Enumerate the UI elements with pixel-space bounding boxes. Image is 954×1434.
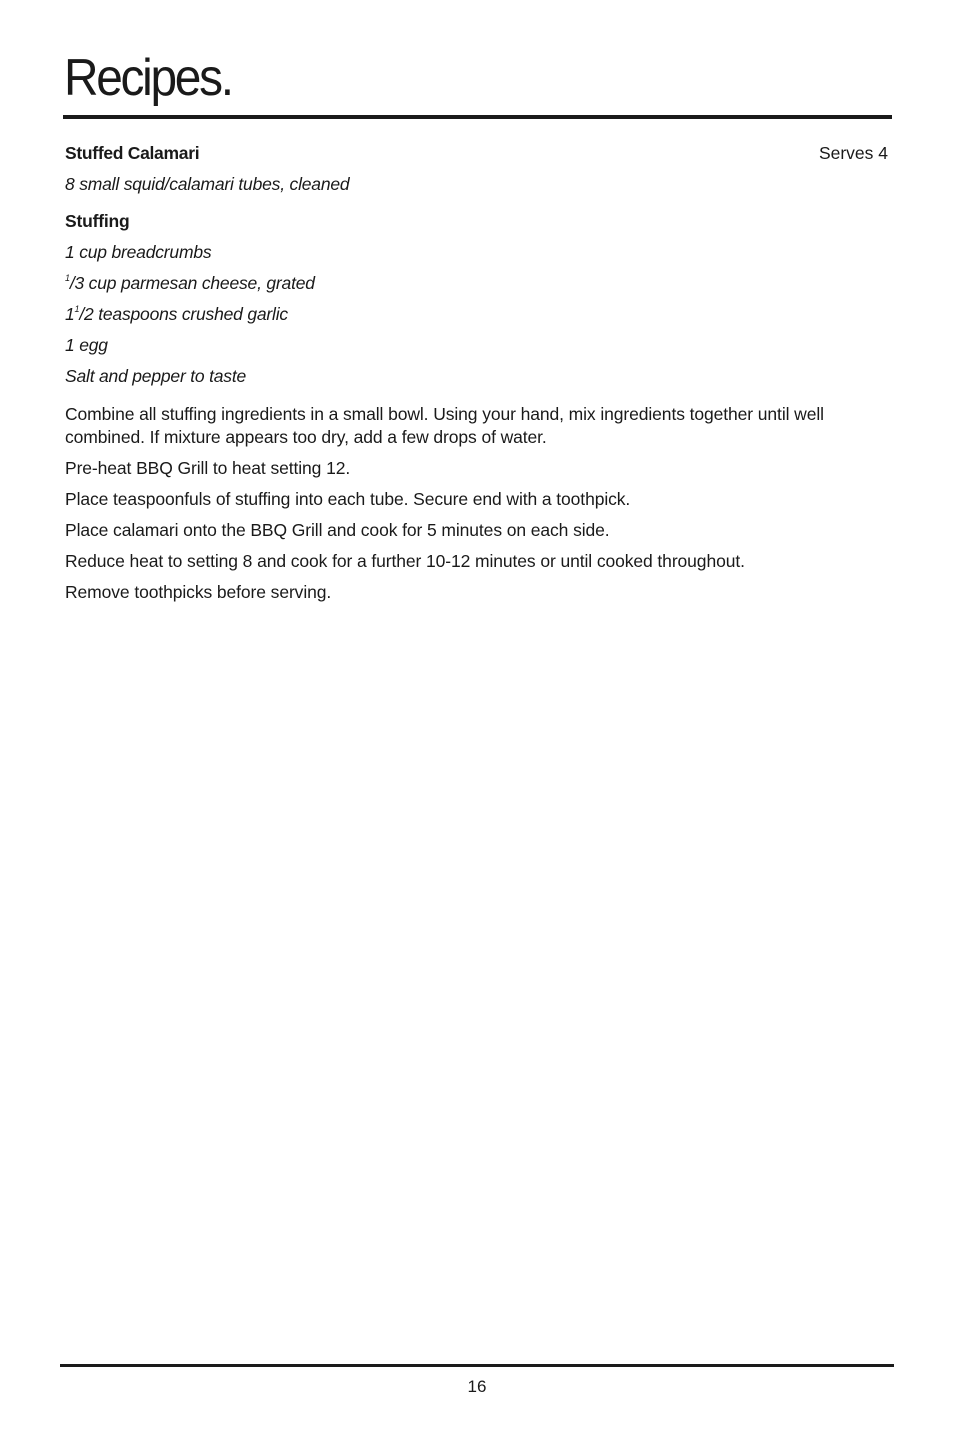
ingredient-text: 1 egg — [65, 335, 108, 355]
method-step: Combine all stuffing ingredients in a small bowl. Using your hand, mix ingredients together until well combined. If mixture appears too dry, add a few drops of water. — [65, 404, 824, 447]
footer-divider — [60, 1364, 894, 1367]
fraction-denominator: /3 — [69, 273, 85, 293]
recipe-content — [65, 142, 891, 612]
method-step: Place calamari onto the BBQ Grill and cook for 5 minutes on each side. — [65, 520, 610, 540]
ingredient-item — [65, 241, 891, 272]
method-step: Reduce heat to setting 8 and cook for a further 10-12 minutes or until cooked throughout. — [65, 551, 745, 571]
ingredient-item — [65, 365, 891, 396]
fraction-numerator: 1 — [65, 273, 70, 283]
ingredient-whole: 1 — [65, 304, 75, 324]
serves-count: Serves 4 — [818, 143, 888, 163]
recipe-name: Stuffed Calamari — [65, 143, 200, 163]
ingredient-text: cup parmesan cheese, grated — [84, 273, 315, 293]
title-divider — [63, 115, 892, 119]
method-step: Pre-heat BBQ Grill to heat setting 12. — [65, 458, 351, 478]
ingredient-text: 1 cup breadcrumbs — [65, 242, 212, 262]
ingredient-text: teaspoons crushed garlic — [93, 304, 288, 324]
ingredient-text: Salt and pepper to taste — [65, 366, 247, 386]
method-steps — [65, 403, 891, 604]
method-step: Remove toothpicks before serving. — [65, 582, 332, 602]
page-title: Recipes. — [64, 49, 232, 107]
fraction-denominator: /2 — [79, 304, 94, 324]
main-ingredient: 8 small squid/calamari tubes, cleaned — [65, 174, 350, 194]
ingredient-item — [65, 334, 891, 365]
page-number: 16 — [467, 1377, 487, 1396]
ingredient-item — [65, 272, 891, 303]
ingredient-item — [65, 303, 891, 334]
stuffing-ingredient-list — [65, 241, 891, 396]
method-step: Place teaspoonfuls of stuffing into each tube. Secure end with a toothpick. — [65, 489, 631, 509]
fraction-numerator: 1 — [74, 304, 80, 314]
recipe-header — [65, 142, 891, 168]
stuffing-heading: Stuffing — [65, 211, 130, 231]
